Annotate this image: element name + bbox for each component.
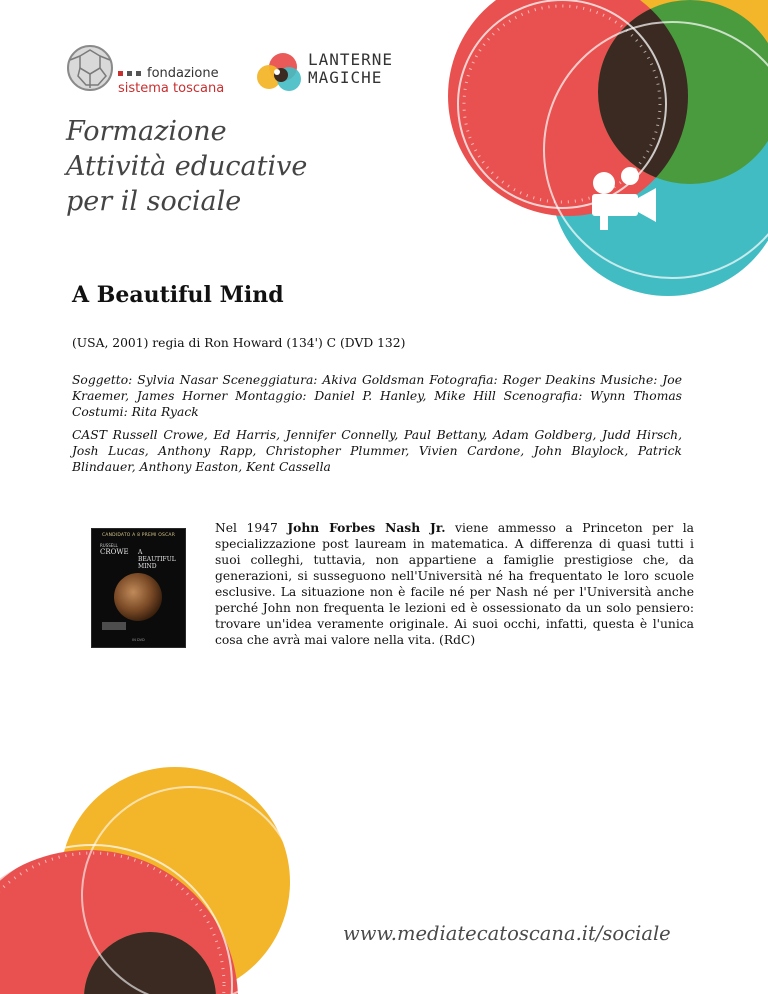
section-title-line3: per il sociale: [66, 186, 242, 217]
overlapping-circles-icon: [255, 47, 307, 97]
film-camera-icon: [592, 167, 656, 230]
section-title-line2: Attività educative: [66, 151, 308, 182]
fondazione-sistema-toscana-logo: [66, 44, 236, 100]
squares-icon: [118, 71, 141, 76]
org1-name-line1: fondazione: [147, 66, 219, 81]
poster-top-text: CANDIDATO A 8 PREMI OSCAR: [101, 533, 176, 538]
website-link[interactable]: www.mediatecatoscana.it/sociale: [343, 922, 671, 945]
top-right-circles: [448, 0, 768, 296]
org1-name-line2: sistema toscana: [118, 81, 225, 96]
film-title: A Beautiful Mind: [72, 282, 284, 308]
film-credits: Soggetto: Sylvia Nasar Sceneggiatura: Akiva Goldsman Fotografia: Roger Deakins Musiche: Joe Kraemer, James Horner Montaggio: Daniel P. Hanley, Mike Hill Scenografia: Wynn Thomas Costumi: Rita Ryack: [72, 373, 682, 419]
synopsis-intro: Nel 1947: [215, 521, 288, 535]
synopsis-body: viene ammesso a Princeton per la specializzazione post lauream in matematica. A differenza di quasi tutti i suoi colleghi, tuttavia, non appartiene a famiglie prestigiose che, da generazioni, si susseguono nell'Università né ha frequentato le loro scuole esclusive. La situazione non è facile né per Nash né per l'Università anche perché John non frequenta le lezioni ed è ossessionato da un solo pensiero: trovare un'idea veramente originale. Ai suoi occhi, infatti, questa è l'unica cosa che avrà mai valore nella vita. (RdC): [215, 521, 694, 647]
poster-title: [138, 549, 182, 570]
bottom-left-circles: [0, 767, 298, 994]
org2-name-line2: MAGICHE: [308, 68, 383, 87]
poster-title-line1: A: [138, 549, 143, 556]
poster-portrait: [114, 573, 162, 621]
poster-actor-first: RUSSELL: [100, 543, 118, 548]
poster-title-line3: MIND: [138, 563, 157, 570]
synopsis-protagonist: John Forbes Nash Jr.: [287, 520, 446, 535]
lanterne-magiche-logo: [255, 47, 394, 97]
org2-name-line1: LANTERNE: [308, 50, 394, 69]
movie-poster: [91, 528, 186, 648]
section-title-line1: Formazione: [66, 116, 227, 147]
poster-award-badge: [102, 622, 126, 630]
poster-title-line2: BEAUTIFUL: [138, 556, 176, 563]
poster-actor-last: CROWE: [100, 548, 129, 556]
poster-bottom-text: IN DVD: [132, 638, 145, 642]
film-synopsis: [215, 520, 694, 648]
film-cast: CAST Russell Crowe, Ed Harris, Jennifer Connelly, Paul Bettany, Adam Goldberg, Judd Hirsch, Josh Lucas, Anthony Rapp, Christopher Plummer, Vivien Cardone, John Blaylock, Patrick Blindauer, Anthony Easton, Kent Cassella: [72, 428, 682, 474]
film-info: (USA, 2001) regia di Ron Howard (134') C (DVD 132): [72, 336, 406, 350]
geodesic-sphere-icon: [66, 44, 114, 92]
section-title: [66, 114, 307, 219]
